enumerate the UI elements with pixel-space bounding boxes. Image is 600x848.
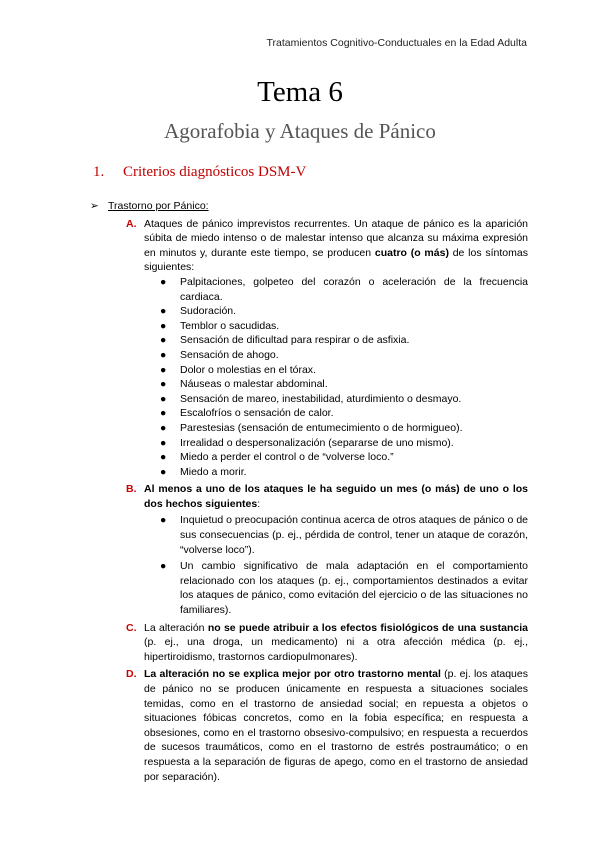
bullet-icon: ● bbox=[160, 305, 167, 318]
list-item-text: Parestesias (sensación de entumecimiento o de hormigueo). bbox=[180, 421, 463, 434]
bullet-icon: ● bbox=[160, 275, 167, 288]
list-item-text: Irrealidad o despersonalización (separarse de uno mismo). bbox=[180, 436, 454, 449]
list-item-text: Sensación de dificultad para respirar o de asfixia. bbox=[180, 334, 410, 347]
list-item bbox=[144, 513, 528, 557]
arrow-bullet-icon: ➢ bbox=[90, 200, 99, 212]
consequence-list bbox=[144, 513, 528, 617]
page-title: Tema 6 bbox=[257, 76, 343, 108]
criterion-c-text: La alteración no se puede atribuir a los efectos fisiológicos de una sustancia (p. ej., una droga, un medicamento) ni a otra afección médica (p. ej., hipertiroidismo, trastornos cardiopulmonares). bbox=[144, 621, 528, 663]
section-title: Criterios diagnósticos DSM-V bbox=[123, 164, 307, 180]
list-item bbox=[144, 333, 528, 348]
bullet-icon: ● bbox=[160, 560, 167, 573]
symptom-list bbox=[144, 275, 528, 479]
bullet-icon: ● bbox=[160, 436, 167, 449]
list-item-text: Dolor o molestias en el tórax. bbox=[180, 363, 316, 376]
criterion-a-text: Ataques de pánico imprevistos recurrentes. Un ataque de pánico es la aparición súbita de miedo intenso o de malestar intenso que alcanza su máxima expresión en minutos y, durante este tiempo, se producen cuatro (o más) de los síntomas siguientes: bbox=[144, 217, 528, 274]
list-item bbox=[144, 436, 528, 451]
page-subtitle: Agorafobia y Ataques de Pánico bbox=[164, 119, 436, 143]
criterion-letter: C. bbox=[126, 621, 137, 634]
bullet-icon: ● bbox=[160, 421, 167, 434]
running-header: Tratamientos Cognitivo-Conductuales en la Edad Adulta bbox=[266, 37, 527, 49]
list-item-text: Sensación de mareo, inestabilidad, aturdimiento o desmayo. bbox=[180, 392, 462, 405]
list-item bbox=[144, 392, 528, 407]
criterion-c bbox=[90, 621, 528, 665]
disorder-label: Trastorno por Pánico: bbox=[108, 200, 209, 212]
list-item-text: Escalofríos o sensación de calor. bbox=[180, 407, 334, 420]
list-item-text: Temblor o sacudidas. bbox=[180, 319, 280, 332]
criteria-content bbox=[90, 199, 528, 784]
list-item-text: Palpitaciones, golpeteo del corazón o aceleración de la frecuencia cardiaca. bbox=[180, 275, 528, 303]
list-item bbox=[144, 304, 528, 319]
criterion-d bbox=[90, 667, 528, 784]
list-item bbox=[144, 377, 528, 392]
list-item-text: Sudoración. bbox=[180, 305, 237, 318]
criterion-letter: A. bbox=[126, 217, 137, 230]
criterion-b bbox=[90, 482, 528, 617]
list-item-text: Un cambio significativo de mala adaptación en el comportamiento relacionado con los ataques (p. ej., comportamientos destinados a evitar los ataques de pánico, como evitación del ejercicio o de las situaciones no familiares). bbox=[180, 560, 528, 617]
bullet-icon: ● bbox=[160, 514, 167, 527]
list-item bbox=[144, 319, 528, 334]
bullet-icon: ● bbox=[160, 392, 167, 405]
section-number: 1. bbox=[93, 164, 105, 180]
list-item-text: Miedo a morir. bbox=[180, 465, 247, 478]
bullet-icon: ● bbox=[160, 451, 167, 464]
bullet-icon: ● bbox=[160, 348, 167, 361]
list-item bbox=[144, 559, 528, 617]
list-item-text: Sensación de ahogo. bbox=[180, 348, 279, 361]
bullet-icon: ● bbox=[160, 363, 167, 376]
list-item bbox=[144, 465, 528, 480]
bullet-icon: ● bbox=[160, 378, 167, 391]
list-item bbox=[144, 406, 528, 421]
list-item bbox=[144, 421, 528, 436]
list-item-text: Miedo a perder el control o de “volverse loco.” bbox=[180, 451, 394, 464]
list-item bbox=[144, 348, 528, 363]
list-item bbox=[144, 450, 528, 465]
list-item bbox=[144, 275, 528, 304]
list-item bbox=[144, 363, 528, 378]
list-item-text: Náuseas o malestar abdominal. bbox=[180, 378, 328, 391]
criterion-letter: D. bbox=[126, 668, 137, 681]
bullet-icon: ● bbox=[160, 334, 167, 347]
bullet-icon: ● bbox=[160, 319, 167, 332]
criterion-letter: B. bbox=[126, 483, 137, 496]
disorder-heading bbox=[90, 199, 528, 214]
criterion-b-text: Al menos a uno de los ataques le ha seguido un mes (o más) de uno o los dos hechos siguientes: bbox=[144, 483, 528, 510]
list-item-text: Inquietud o preocupación continua acerca de otros ataques de pánico o de sus consecuencias (p. ej., pérdida de control, tener un ataque de corazón, “volverse loco”). bbox=[180, 514, 528, 556]
criterion-a bbox=[90, 217, 528, 480]
bullet-icon: ● bbox=[160, 465, 167, 478]
bullet-icon: ● bbox=[160, 407, 167, 420]
section-heading bbox=[93, 164, 306, 181]
criterion-d-text: La alteración no se explica mejor por otro trastorno mental (p. ej. los ataques de pánico no se producen únicamente en respuesta a situaciones sociales temidas, como en el trastorno de ansiedad social; en repuesta a objetos o situaciones fóbicas concretos, como en la fobia específica; en respuesta a obsesiones, como en el trastorno obsesivo-compulsivo; en respuesta a recuerdos de sucesos traumáticos, como en el trastorno de estrés postraumático; o en respuesta a la separación de figuras de apego, como en el trastorno de ansiedad por separación). bbox=[144, 668, 528, 783]
